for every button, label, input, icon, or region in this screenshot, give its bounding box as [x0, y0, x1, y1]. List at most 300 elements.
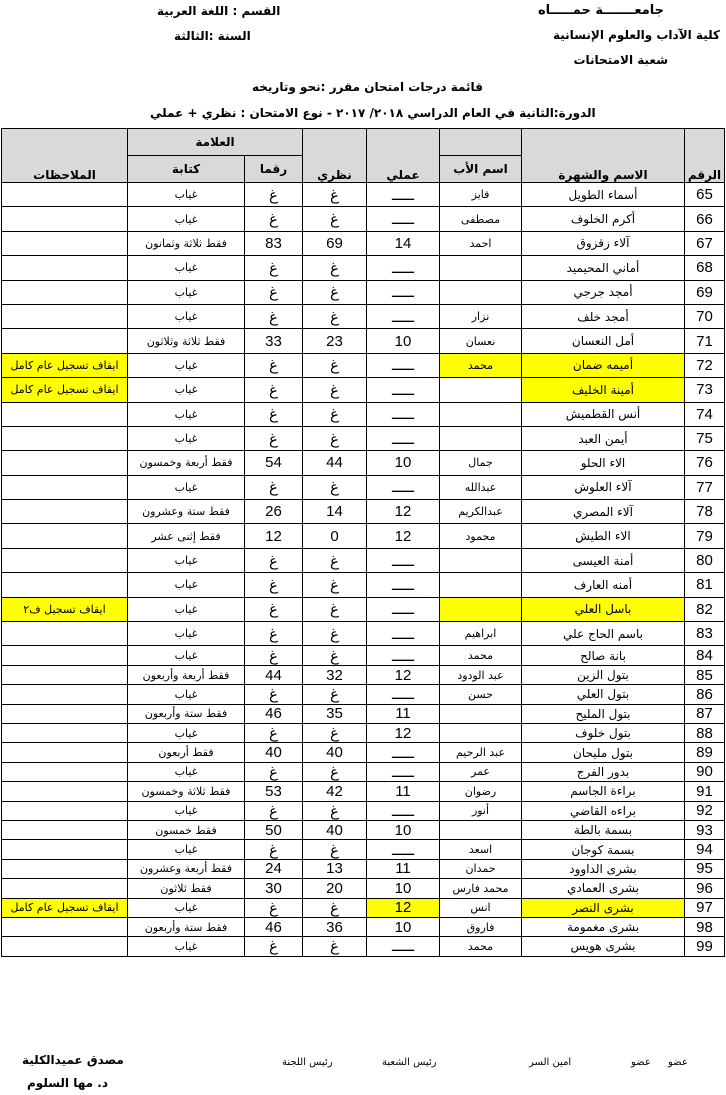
table-row — [2, 665, 725, 684]
grade-digits-cell: 40 — [245, 743, 303, 762]
grade-digits-cell: غ — [245, 840, 303, 859]
practical-mark-cell: ـــــ — [367, 840, 440, 859]
col-grade-header: العلامة — [128, 129, 303, 156]
table-row — [2, 685, 725, 704]
student-name-cell: أنس القطميش — [522, 402, 685, 426]
student-number-cell: 67 — [685, 231, 725, 255]
table-row — [2, 646, 725, 665]
grade-digits-cell: 12 — [245, 524, 303, 548]
practical-mark-cell: ـــــ — [367, 743, 440, 762]
theory-mark-cell: غ — [303, 256, 367, 280]
practical-mark-cell: ـــــ — [367, 573, 440, 597]
father-name-cell: محمد فارس — [440, 879, 522, 898]
grade-words-cell: فقط أربعة وعشرون — [128, 859, 245, 878]
division-head-label: رئيس الشعبة — [382, 1057, 437, 1068]
grade-digits-cell: غ — [245, 402, 303, 426]
grade-words-cell: فقط ثلاثة وثمانون — [128, 231, 245, 255]
grade-words-cell: فقط ثلاثة وثلاثون — [128, 329, 245, 353]
student-number-cell: 84 — [685, 646, 725, 665]
student-number-cell: 66 — [685, 207, 725, 231]
table-row — [2, 500, 725, 524]
father-name-cell — [440, 402, 522, 426]
theory-mark-cell: غ — [303, 475, 367, 499]
practical-mark-cell: ـــــ — [367, 762, 440, 781]
theory-mark-cell: 0 — [303, 524, 367, 548]
member-1-label: عضو — [668, 1057, 688, 1068]
student-number-cell: 69 — [685, 280, 725, 304]
father-name-cell: حسن — [440, 685, 522, 704]
student-name-cell: بشرى هويس — [522, 937, 685, 956]
student-number-cell: 78 — [685, 500, 725, 524]
session-line: الدورة:الثانية في العام الدراسي ٢٠١٨/ ٢٠١٧ - نوع الامتحان : نظري + عملي — [150, 106, 596, 120]
theory-mark-cell: 40 — [303, 743, 367, 762]
grade-words-cell: غياب — [128, 937, 245, 956]
grade-digits-cell: 54 — [245, 451, 303, 475]
table-row — [2, 548, 725, 572]
theory-mark-cell: غ — [303, 685, 367, 704]
grade-digits-cell: 50 — [245, 820, 303, 839]
grade-words-cell: غياب — [128, 801, 245, 820]
father-name-cell: عبدالكريم — [440, 500, 522, 524]
col-practical-header: عملي — [367, 129, 440, 183]
table-row — [2, 704, 725, 723]
practical-mark-cell: 10 — [367, 820, 440, 839]
student-name-cell: الاء الحلو — [522, 451, 685, 475]
notes-cell — [2, 207, 128, 231]
theory-mark-cell: 36 — [303, 917, 367, 936]
notes-cell — [2, 451, 128, 475]
theory-mark-cell: غ — [303, 762, 367, 781]
student-number-cell: 91 — [685, 782, 725, 801]
student-number-cell: 75 — [685, 426, 725, 450]
secretary-label: امين السر — [529, 1057, 572, 1068]
father-name-cell: انس — [440, 898, 522, 917]
table-row — [2, 304, 725, 328]
grade-digits-cell: غ — [245, 426, 303, 450]
student-number-cell: 94 — [685, 840, 725, 859]
student-name-cell: بدور الفرج — [522, 762, 685, 781]
grade-words-cell: غياب — [128, 573, 245, 597]
col-father-spacer — [440, 129, 522, 156]
grade-digits-cell: 46 — [245, 917, 303, 936]
notes-cell — [2, 859, 128, 878]
notes-cell: ايقاف تسجيل عام كامل — [2, 898, 128, 917]
father-name-cell: محمود — [440, 524, 522, 548]
grade-digits-cell: غ — [245, 548, 303, 572]
grade-digits-cell: غ — [245, 378, 303, 402]
father-name-cell: أنور — [440, 801, 522, 820]
year-label: السنة :الثالثة — [174, 29, 251, 43]
student-name-cell: بشرى مغمومة — [522, 917, 685, 936]
notes-cell — [2, 426, 128, 450]
table-row — [2, 475, 725, 499]
col-number-header: الرقم — [685, 129, 725, 183]
father-name-cell: رضوان — [440, 782, 522, 801]
student-number-cell: 74 — [685, 402, 725, 426]
grade-words-cell: فقط أربعة وأربعون — [128, 665, 245, 684]
practical-mark-cell: 12 — [367, 898, 440, 917]
grade-digits-cell: غ — [245, 353, 303, 377]
grade-words-cell: فقط ثلاثون — [128, 879, 245, 898]
grade-digits-cell: غ — [245, 304, 303, 328]
father-name-cell: عبد الودود — [440, 665, 522, 684]
student-name-cell: بتول المليح — [522, 704, 685, 723]
student-number-cell: 98 — [685, 917, 725, 936]
father-name-cell — [440, 256, 522, 280]
exams-division: شعبة الامتحانات — [573, 53, 668, 67]
father-name-cell: فايز — [440, 183, 522, 207]
col-grade-digits-header: رقما — [245, 156, 303, 183]
theory-mark-cell: 35 — [303, 704, 367, 723]
student-number-cell: 96 — [685, 879, 725, 898]
student-number-cell: 86 — [685, 685, 725, 704]
grade-digits-cell: 44 — [245, 665, 303, 684]
father-name-cell — [440, 573, 522, 597]
grade-digits-cell: 83 — [245, 231, 303, 255]
student-name-cell: أمل النعسان — [522, 329, 685, 353]
student-name-cell: بتول الزين — [522, 665, 685, 684]
theory-mark-cell: غ — [303, 723, 367, 742]
grade-digits-cell: 24 — [245, 859, 303, 878]
table-row — [2, 743, 725, 762]
practical-mark-cell: 10 — [367, 329, 440, 353]
student-name-cell: أسماء الطويل — [522, 183, 685, 207]
grade-words-cell: فقط إثنى عشر — [128, 524, 245, 548]
grade-words-cell: غياب — [128, 646, 245, 665]
grade-digits-cell: غ — [245, 801, 303, 820]
student-number-cell: 90 — [685, 762, 725, 781]
father-name-cell: عبد الرحيم — [440, 743, 522, 762]
department-label: القسم : اللغة العربية — [157, 4, 281, 18]
grade-digits-cell: غ — [245, 685, 303, 704]
practical-mark-cell: ـــــ — [367, 646, 440, 665]
theory-mark-cell: غ — [303, 573, 367, 597]
committee-head-label: رئيس اللجنة — [282, 1057, 333, 1068]
table-row — [2, 723, 725, 742]
grade-words-cell: غياب — [128, 762, 245, 781]
theory-mark-cell: غ — [303, 937, 367, 956]
grades-table — [1, 128, 725, 957]
father-name-cell: جمال — [440, 451, 522, 475]
father-name-cell — [440, 378, 522, 402]
father-name-cell: ابراهيم — [440, 622, 522, 646]
table-row — [2, 801, 725, 820]
table-row — [2, 573, 725, 597]
father-name-cell: فاروق — [440, 917, 522, 936]
grade-words-cell: غياب — [128, 622, 245, 646]
grade-words-cell: غياب — [128, 207, 245, 231]
theory-mark-cell: غ — [303, 207, 367, 231]
practical-mark-cell: ـــــ — [367, 402, 440, 426]
student-number-cell: 88 — [685, 723, 725, 742]
theory-mark-cell: 32 — [303, 665, 367, 684]
grade-words-cell: غياب — [128, 597, 245, 621]
notes-cell: ايقاف تسجيل ف٢ — [2, 597, 128, 621]
practical-mark-cell: 10 — [367, 879, 440, 898]
student-number-cell: 93 — [685, 820, 725, 839]
notes-cell — [2, 622, 128, 646]
grade-digits-cell: غ — [245, 207, 303, 231]
university-name: جامعـــــــة حمـــــاه — [537, 3, 664, 18]
father-name-cell: اسعد — [440, 840, 522, 859]
student-name-cell: بتول مليحان — [522, 743, 685, 762]
notes-cell — [2, 548, 128, 572]
table-row — [2, 879, 725, 898]
table-row — [2, 402, 725, 426]
father-name-cell — [440, 704, 522, 723]
table-row — [2, 280, 725, 304]
table-row — [2, 231, 725, 255]
table-row — [2, 859, 725, 878]
student-name-cell: باسم الحاج علي — [522, 622, 685, 646]
notes-cell — [2, 685, 128, 704]
practical-mark-cell: ـــــ — [367, 801, 440, 820]
table-row — [2, 378, 725, 402]
notes-cell — [2, 820, 128, 839]
father-name-cell: احمد — [440, 231, 522, 255]
notes-cell — [2, 743, 128, 762]
practical-mark-cell: ـــــ — [367, 622, 440, 646]
practical-mark-cell: 12 — [367, 524, 440, 548]
student-number-cell: 73 — [685, 378, 725, 402]
grade-words-cell: غياب — [128, 898, 245, 917]
student-name-cell: بتول العلي — [522, 685, 685, 704]
table-row — [2, 917, 725, 936]
notes-cell — [2, 402, 128, 426]
student-name-cell: بشرى العمادي — [522, 879, 685, 898]
theory-mark-cell: 13 — [303, 859, 367, 878]
table-row — [2, 898, 725, 917]
practical-mark-cell: ـــــ — [367, 353, 440, 377]
father-name-cell — [440, 723, 522, 742]
notes-cell — [2, 183, 128, 207]
student-name-cell: أمجد خلف — [522, 304, 685, 328]
practical-mark-cell: ـــــ — [367, 937, 440, 956]
theory-mark-cell: 20 — [303, 879, 367, 898]
notes-cell — [2, 500, 128, 524]
theory-mark-cell: 23 — [303, 329, 367, 353]
student-name-cell: بانة صالح — [522, 646, 685, 665]
father-name-cell: نعسان — [440, 329, 522, 353]
student-name-cell: باسل العلي — [522, 597, 685, 621]
notes-cell — [2, 231, 128, 255]
grade-words-cell: غياب — [128, 723, 245, 742]
grade-words-cell: فقط ستة وعشرون — [128, 500, 245, 524]
theory-mark-cell: غ — [303, 378, 367, 402]
grade-digits-cell: غ — [245, 898, 303, 917]
student-number-cell: 76 — [685, 451, 725, 475]
practical-mark-cell: 11 — [367, 782, 440, 801]
table-row — [2, 820, 725, 839]
table-row — [2, 622, 725, 646]
student-name-cell: بشرى الداوود — [522, 859, 685, 878]
col-grade-words-header: كتابة — [128, 156, 245, 183]
grade-words-cell: فقط أربعون — [128, 743, 245, 762]
table-row — [2, 353, 725, 377]
student-name-cell: آلاء زقزوق — [522, 231, 685, 255]
father-name-cell: محمد — [440, 353, 522, 377]
student-number-cell: 65 — [685, 183, 725, 207]
col-theory-header: نظري — [303, 129, 367, 183]
student-name-cell: أمنة العيسى — [522, 548, 685, 572]
student-number-cell: 68 — [685, 256, 725, 280]
table-row — [2, 937, 725, 956]
grade-words-cell: غياب — [128, 353, 245, 377]
notes-cell — [2, 280, 128, 304]
student-name-cell: الاء الطيش — [522, 524, 685, 548]
grade-words-cell: غياب — [128, 304, 245, 328]
notes-cell — [2, 937, 128, 956]
student-number-cell: 80 — [685, 548, 725, 572]
father-name-cell — [440, 426, 522, 450]
father-name-cell: محمد — [440, 646, 522, 665]
theory-mark-cell: غ — [303, 304, 367, 328]
table-row — [2, 329, 725, 353]
father-name-cell — [440, 548, 522, 572]
grade-words-cell: غياب — [128, 256, 245, 280]
student-name-cell: أكرم الخلوف — [522, 207, 685, 231]
practical-mark-cell: 11 — [367, 859, 440, 878]
student-number-cell: 87 — [685, 704, 725, 723]
notes-cell — [2, 329, 128, 353]
grade-words-cell: غياب — [128, 426, 245, 450]
notes-cell — [2, 879, 128, 898]
practical-mark-cell: 12 — [367, 723, 440, 742]
theory-mark-cell: غ — [303, 426, 367, 450]
student-name-cell: آلاء العلوش — [522, 475, 685, 499]
student-number-cell: 81 — [685, 573, 725, 597]
grade-words-cell: غياب — [128, 548, 245, 572]
col-father-header: اسم الأب — [440, 156, 522, 183]
grade-words-cell: فقط أربعة وخمسون — [128, 451, 245, 475]
student-number-cell: 71 — [685, 329, 725, 353]
grade-digits-cell: 33 — [245, 329, 303, 353]
table-row — [2, 256, 725, 280]
list-title: قائمة درجات امتحان مقرر :نحو وتاريخه — [252, 80, 483, 94]
student-name-cell: بتول خلوف — [522, 723, 685, 742]
practical-mark-cell: ـــــ — [367, 548, 440, 572]
practical-mark-cell: 12 — [367, 665, 440, 684]
practical-mark-cell: ـــــ — [367, 207, 440, 231]
table-row — [2, 207, 725, 231]
theory-mark-cell: غ — [303, 597, 367, 621]
theory-mark-cell: غ — [303, 353, 367, 377]
grade-words-cell: فقط ستة وأربعون — [128, 704, 245, 723]
faculty-name: كلية الآداب والعلوم الإنسانية — [553, 28, 720, 42]
member-2-label: عضو — [631, 1057, 651, 1068]
practical-mark-cell: ـــــ — [367, 183, 440, 207]
practical-mark-cell: 10 — [367, 451, 440, 475]
grade-digits-cell: غ — [245, 256, 303, 280]
table-row — [2, 524, 725, 548]
table-row — [2, 597, 725, 621]
grade-digits-cell: 46 — [245, 704, 303, 723]
grade-words-cell: غياب — [128, 402, 245, 426]
table-row — [2, 183, 725, 207]
father-name-cell: عمر — [440, 762, 522, 781]
student-number-cell: 89 — [685, 743, 725, 762]
student-name-cell: أمجد جرجي — [522, 280, 685, 304]
grade-words-cell: غياب — [128, 280, 245, 304]
notes-cell — [2, 573, 128, 597]
student-number-cell: 99 — [685, 937, 725, 956]
notes-cell — [2, 801, 128, 820]
notes-cell — [2, 665, 128, 684]
student-number-cell: 77 — [685, 475, 725, 499]
practical-mark-cell: 12 — [367, 500, 440, 524]
father-name-cell — [440, 280, 522, 304]
grade-words-cell: غياب — [128, 475, 245, 499]
student-name-cell: أماني المحيميد — [522, 256, 685, 280]
student-number-cell: 83 — [685, 622, 725, 646]
notes-cell — [2, 762, 128, 781]
student-name-cell: براءة الجاسم — [522, 782, 685, 801]
theory-mark-cell: غ — [303, 898, 367, 917]
grade-digits-cell: غ — [245, 475, 303, 499]
notes-cell — [2, 704, 128, 723]
father-name-cell — [440, 820, 522, 839]
grade-words-cell: غياب — [128, 840, 245, 859]
grade-digits-cell: 53 — [245, 782, 303, 801]
grade-digits-cell: غ — [245, 280, 303, 304]
grade-digits-cell: غ — [245, 573, 303, 597]
father-name-cell: حمدان — [440, 859, 522, 878]
student-number-cell: 92 — [685, 801, 725, 820]
student-number-cell: 85 — [685, 665, 725, 684]
practical-mark-cell: 14 — [367, 231, 440, 255]
practical-mark-cell: 11 — [367, 704, 440, 723]
student-number-cell: 95 — [685, 859, 725, 878]
notes-cell — [2, 723, 128, 742]
grade-digits-cell: 30 — [245, 879, 303, 898]
student-name-cell: بسمة كوجان — [522, 840, 685, 859]
dean-name: د. مها السلوم — [27, 1076, 108, 1090]
theory-mark-cell: غ — [303, 183, 367, 207]
student-number-cell: 82 — [685, 597, 725, 621]
grade-digits-cell: غ — [245, 723, 303, 742]
grade-digits-cell: غ — [245, 597, 303, 621]
grade-words-cell: فقط خمسون — [128, 820, 245, 839]
father-name-cell: نزار — [440, 304, 522, 328]
grade-digits-cell: غ — [245, 937, 303, 956]
practical-mark-cell: ـــــ — [367, 280, 440, 304]
student-name-cell: براءه القاضي — [522, 801, 685, 820]
practical-mark-cell: ـــــ — [367, 256, 440, 280]
practical-mark-cell: ـــــ — [367, 378, 440, 402]
notes-cell: ايقاف تسجيل عام كامل — [2, 378, 128, 402]
notes-cell — [2, 304, 128, 328]
theory-mark-cell: 14 — [303, 500, 367, 524]
student-name-cell: أيمن العبد — [522, 426, 685, 450]
theory-mark-cell: غ — [303, 646, 367, 665]
theory-mark-cell: 44 — [303, 451, 367, 475]
student-number-cell: 79 — [685, 524, 725, 548]
theory-mark-cell: غ — [303, 280, 367, 304]
practical-mark-cell: ـــــ — [367, 304, 440, 328]
grade-digits-cell: غ — [245, 183, 303, 207]
theory-mark-cell: غ — [303, 840, 367, 859]
student-name-cell: أميمه ضمان — [522, 353, 685, 377]
grade-words-cell: غياب — [128, 378, 245, 402]
theory-mark-cell: 42 — [303, 782, 367, 801]
student-number-cell: 97 — [685, 898, 725, 917]
grade-words-cell: غياب — [128, 183, 245, 207]
father-name-cell: محمد — [440, 937, 522, 956]
grade-digits-cell: 26 — [245, 500, 303, 524]
table-row — [2, 840, 725, 859]
notes-cell — [2, 646, 128, 665]
practical-mark-cell: ـــــ — [367, 426, 440, 450]
